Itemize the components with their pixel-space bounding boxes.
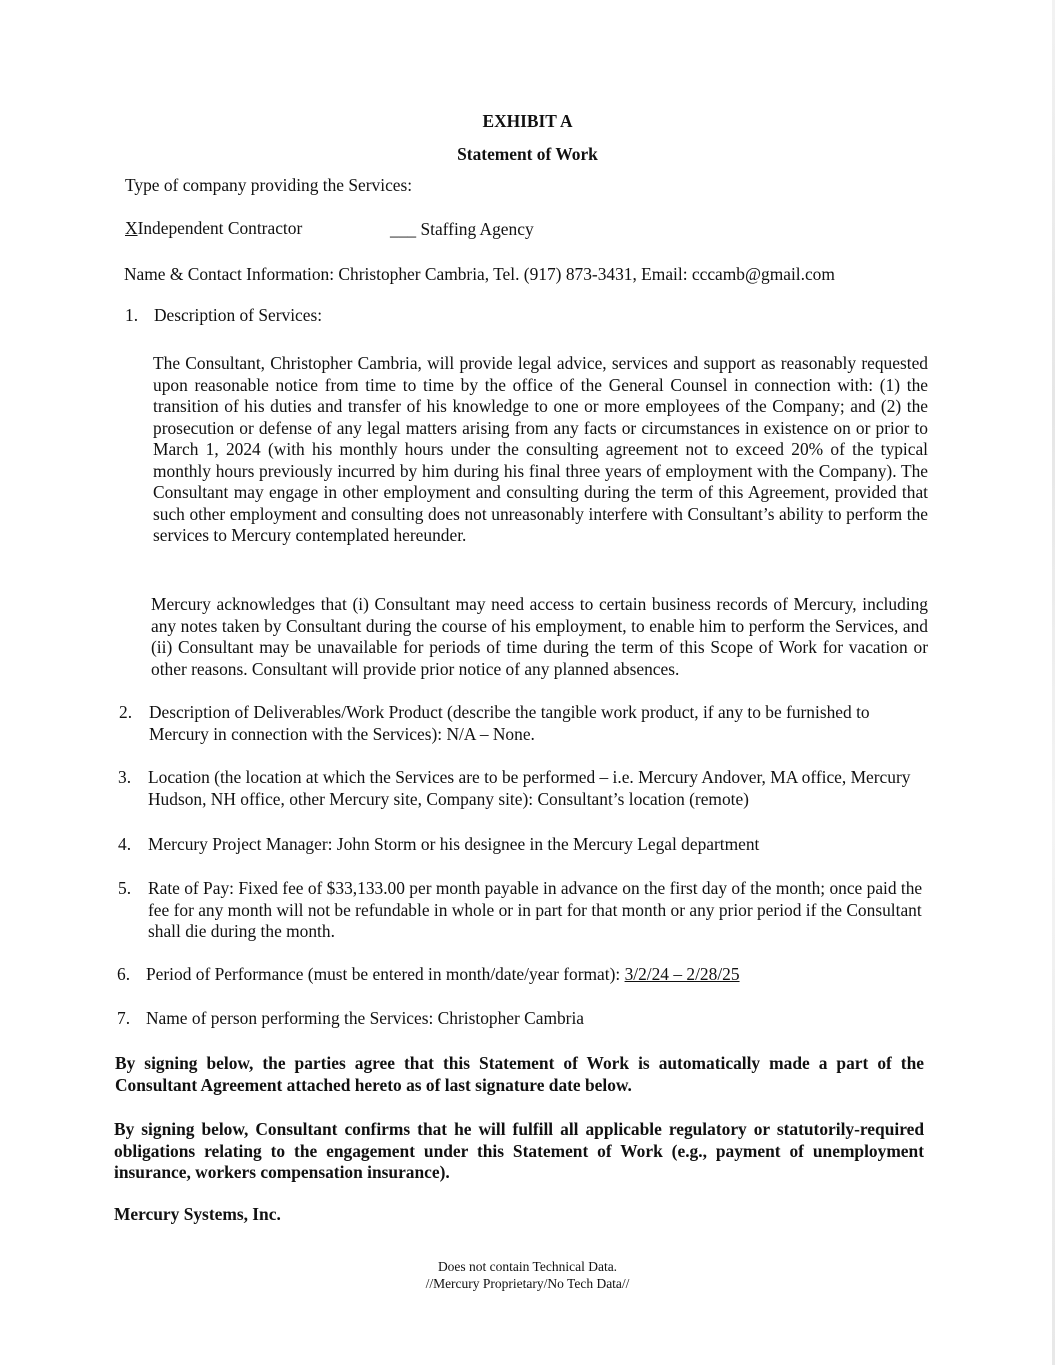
item-7-text: Name of person performing the Services: Christopher Cambria [146,1008,585,1028]
exhibit-title: EXHIBIT A [482,111,573,131]
company-name: Mercury Systems, Inc. [114,1204,281,1224]
item-3-number: 3. [118,767,132,787]
footer-proprietary: //Mercury Proprietary/No Tech Data// [425,1276,630,1291]
item-3-text: Location (the location at which the Services are to be performed – i.e. Mercury Andover, MA office, Mercury Hudson, NH office, other Mercury site, Company site): Consultant’s location (remote) [148,767,911,809]
item-6-text [146,964,924,986]
document-subtitle: Statement of Work [457,144,598,164]
item-4-number: 4. [118,834,132,854]
agreement-statement: By signing below, the parties agree that this Statement of Work is automatically made a part of the Consultant Agreement attached hereto as of last signature date below. [115,1053,924,1095]
item-6-label: Period of Performance (must be entered in month/date/year format): [146,964,625,984]
option-staffing-agency [390,219,534,241]
company-type-question: Type of company providing the Services: [125,175,413,195]
footer-technical-data: Does not contain Technical Data. [437,1259,618,1274]
item-6-number: 6. [117,964,131,984]
item-2-number: 2. [119,702,133,722]
contact-information: Name & Contact Information: Christopher Cambria, Tel. (917) 873-3431, Email: cccamb@gmail.com [124,264,835,284]
obligations-statement: By signing below, Consultant confirms that he will fulfill all applicable regulatory or statutorily-required obligations relating to the engagement under this Statement of Work (e.g., payment of unemployment insurance, workers compensation insurance). [114,1119,924,1182]
option-staffing-agency-label: Staffing Agency [420,219,534,239]
item-4-text: Mercury Project Manager: John Storm or his designee in the Mercury Legal department [148,834,760,854]
item-2-text: Description of Deliverables/Work Product (describe the tangible work product, if any to be furnished to Mercury in connection with the Services): N/A – None. [149,702,870,744]
option-independent-contractor-mark: X [125,218,138,238]
item-5-text: Rate of Pay: Fixed fee of $33,133.00 per month payable in advance on the first day of the month; once paid the fee for any month will not be refundable in whole or in part for that month or any prior period if the Consultant shall die during the month. [148,878,923,941]
option-independent-contractor-label: Independent Contractor [137,218,303,238]
option-staffing-agency-mark: ___ [390,219,417,239]
item-7-number: 7. [117,1008,131,1028]
period-of-performance-value: 3/2/24 – 2/28/25 [624,964,740,984]
services-paragraph-1: The Consultant, Christopher Cambria, will provide legal advice, services and support as reasonably requested upon reasonable notice from time to time by the office of the General Counsel in connection with: (1) the transition of his duties and transfer of his knowledge to one or more employees of the Company; and (2) the prosecution or defense of any legal matters arising from any facts or circumstances in existence on or prior to March 1, 2024 (with his monthly hours under the consulting agreement not to exceed 20% of the typical monthly hours previously incurred by him during his final three years of employment with the Company). The Consultant may engage in other employment and consulting during the term of this Agreement, provided that such other employment and consulting does not unreasonably interfere with Consultant’s ability to perform the services to Mercury contemplated hereunder. [153,353,928,545]
item-1-number: 1. [125,305,139,325]
item-1-heading: Description of Services: [154,305,323,325]
services-paragraph-2: Mercury acknowledges that (i) Consultant may need access to certain business records of Mercury, including any notes taken by Consultant during the course of his employment, to enable him to perform the Services, and (ii) Consultant may be unavailable for periods of time during the term of this Scope of Work for vacation or other reasons. Consultant will provide prior notice of any planned absences. [151,594,928,679]
option-independent-contractor [125,218,302,240]
item-5-number: 5. [118,878,132,898]
